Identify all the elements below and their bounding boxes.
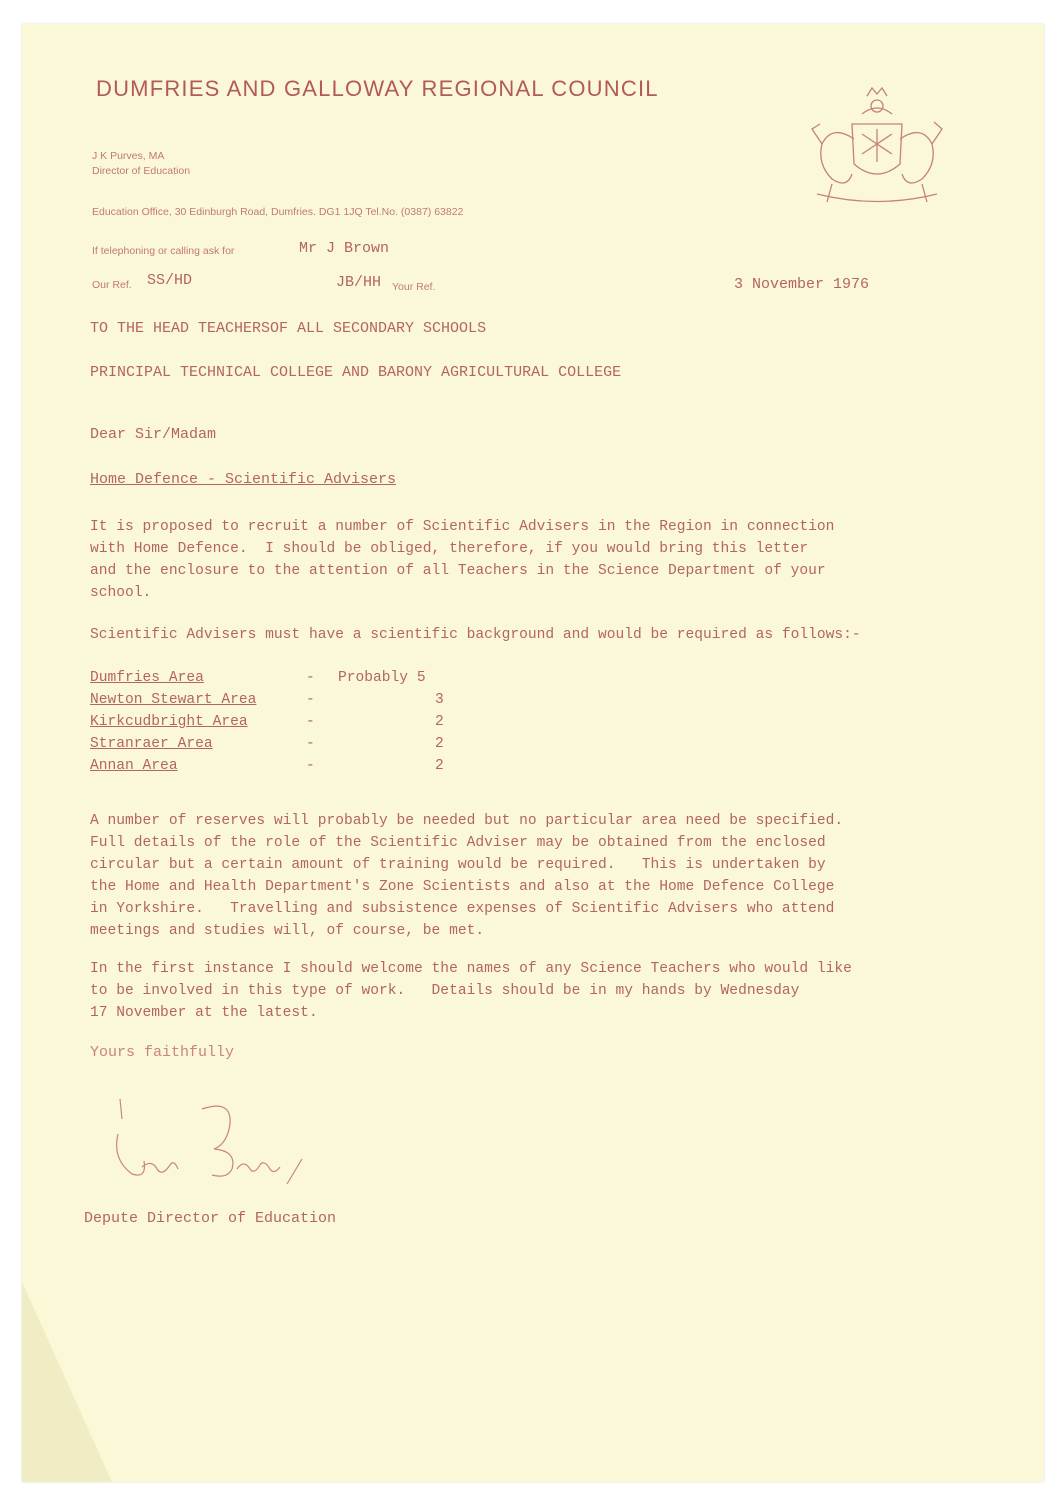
paragraph-4-line: to be involved in this type of work. Details should be in my hands by Wednesday	[90, 983, 800, 999]
paragraph-3-line: Full details of the role of the Scientific Adviser may be obtained from the enclosed	[90, 835, 826, 851]
your-ref-label: Your Ref.	[392, 281, 436, 293]
paragraph-1-line: and the enclosure to the attention of all Teachers in the Science Department of your	[90, 563, 826, 579]
paragraph-3-line: in Yorkshire. Travelling and subsistence expenses of Scientific Advisers who attend	[90, 901, 835, 917]
area-dash: -	[306, 758, 315, 774]
paragraph-1-line: It is proposed to recruit a number of Scientific Advisers in the Region in connection	[90, 519, 835, 535]
area-name: Newton Stewart Area	[90, 692, 257, 708]
area-count: 2	[435, 714, 444, 730]
paragraph-2	[90, 624, 1030, 646]
area-name: Kirkcudbright Area	[90, 714, 248, 730]
paragraph-1	[90, 516, 1030, 604]
addressee-line-2: PRINCIPAL TECHNICAL COLLEGE AND BARONY AGRICULTURAL COLLEGE	[90, 364, 622, 381]
our-ref: SS/HD	[147, 272, 193, 289]
paragraph-3-line: the Home and Health Department's Zone Scientists and also at the Home Defence College	[90, 879, 835, 895]
director-title: Director of Education	[92, 165, 191, 177]
area-name: Annan Area	[90, 758, 178, 774]
phone-prompt: If telephoning or calling ask for	[92, 245, 235, 257]
paragraph-3	[90, 810, 1030, 942]
signatory-title: Depute Director of Education	[84, 1210, 337, 1227]
area-name: Stranraer Area	[90, 736, 213, 752]
office-address: Education Office, 30 Edinburgh Road, Dumfries. DG1 1JQ Tel.No. (0387) 63822	[92, 206, 464, 218]
area-dash: -	[306, 692, 315, 708]
area-name: Dumfries Area	[90, 670, 204, 686]
paragraph-1-line: school.	[90, 585, 152, 601]
addressee-line-1: TO THE HEAD TEACHERSOF ALL SECONDARY SCHOOLS	[90, 320, 487, 337]
closing: Yours faithfully	[90, 1044, 235, 1061]
paragraph-3-line: meetings and studies will, of course, be met.	[90, 923, 485, 939]
area-count: 2	[435, 736, 444, 752]
area-dash: -	[306, 736, 315, 752]
contact-name: Mr J Brown	[299, 240, 390, 257]
paragraph-1-line: with Home Defence. I should be obliged, therefore, if you would bring this letter	[90, 541, 809, 557]
salutation: Dear Sir/Madam	[90, 426, 217, 443]
coat-of-arms-icon	[792, 84, 962, 214]
letter-date: 3 November 1976	[734, 276, 870, 293]
council-name: DUMFRIES AND GALLOWAY REGIONAL COUNCIL	[96, 76, 659, 101]
area-count: Probably 5	[338, 670, 426, 686]
letter-page	[22, 24, 1044, 1482]
director-name: J K Purves, MA	[92, 150, 165, 162]
area-count: 3	[435, 692, 444, 708]
our-ref-label: Our Ref.	[92, 279, 132, 291]
paragraph-2-line: Scientific Advisers must have a scientific background and would be required as follows:-	[90, 627, 861, 643]
area-count: 2	[435, 758, 444, 774]
paragraph-3-line: A number of reserves will probably be needed but no particular area need be specified.	[90, 813, 844, 829]
paragraph-3-line: circular but a certain amount of training would be required. This is undertaken by	[90, 857, 826, 873]
handwritten-signature	[102, 1089, 342, 1199]
your-ref-value: JB/HH	[336, 274, 382, 291]
paragraph-4-line: In the first instance I should welcome the names of any Science Teachers who would like	[90, 961, 852, 977]
paragraph-4-line: 17 November at the latest.	[90, 1005, 318, 1021]
paragraph-4	[90, 958, 1030, 1024]
area-dash: -	[306, 670, 315, 686]
subject-line: Home Defence - Scientific Advisers	[90, 471, 397, 488]
area-dash: -	[306, 714, 315, 730]
